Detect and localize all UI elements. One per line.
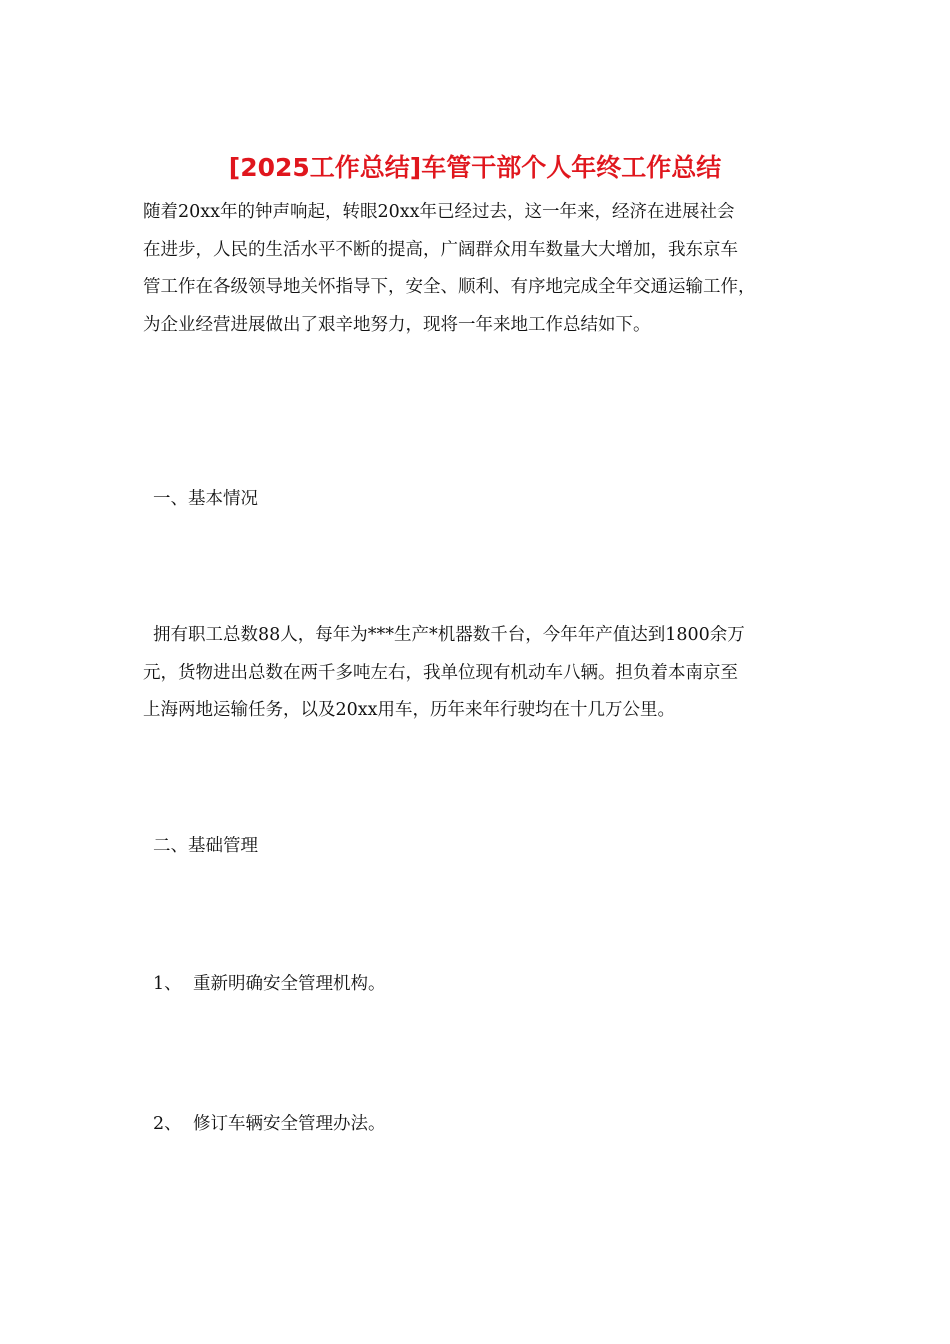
intro-paragraph: [143, 194, 808, 344]
paragraph-line: 元，货物进出总数在两千多吨左右，我单位现有机动车八辆。担负着本南京至: [143, 662, 738, 683]
list-item-number: 2、: [153, 1114, 182, 1134]
paragraph-line: 为企业经营进展做出了艰辛地努力，现将一年来地工作总结如下。: [143, 314, 651, 335]
list-item-number: 1、: [153, 974, 182, 994]
basic-situation-paragraph: [143, 617, 808, 730]
paragraph-line: 管工作在各级领导地关怀指导下，安全、顺利、有序地完成全年交通运输工作，: [143, 277, 756, 297]
list-item: [153, 966, 818, 1004]
paragraph-line: 在进步，人民的生活水平不断的提高，广阔群众用车数量大大增加，我东京车: [143, 239, 738, 260]
section-heading-basic-management: 二、基础管理: [153, 836, 258, 856]
paragraph-line: 上海两地运输任务，以及20xx用车，历年来年行驶均在十几万公里。: [143, 700, 676, 720]
list-item-text: 重新明确安全管理机构。: [193, 974, 386, 994]
list-item: [153, 1106, 818, 1144]
paragraph-line: 拥有职工总数88人，每年为***生产*机器数千台，今年年产值达到1800余万: [153, 625, 745, 645]
section-heading-basic-situation: 一、基本情况: [153, 489, 258, 509]
document-title: [2025工作总结]车管干部个人年终工作总结: [228, 153, 722, 182]
paragraph-line: 随着20xx年的钟声响起，转眼20xx年已经过去，这一年来，经济在进展社会: [143, 202, 735, 222]
list-item-text: 修订车辆安全管理办法。: [193, 1114, 386, 1134]
